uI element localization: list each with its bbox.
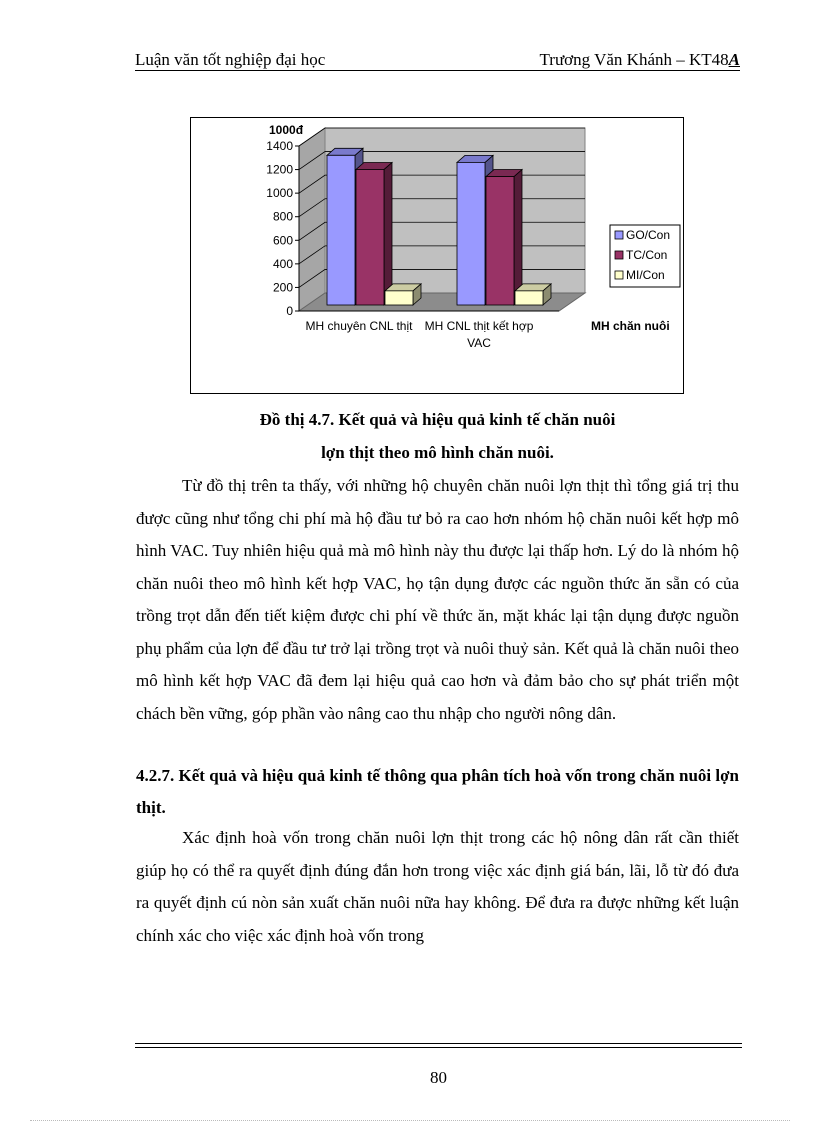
legend-swatch	[615, 251, 623, 259]
footer-rule-bottom	[135, 1047, 742, 1048]
footer-rule-top	[135, 1043, 742, 1044]
y-tick-label: 800	[272, 209, 293, 224]
y-tick-label: 400	[272, 256, 293, 271]
bar-tc-con-2	[486, 177, 514, 305]
page-number: 80	[430, 1068, 447, 1087]
legend-label: TC/Con	[626, 248, 668, 262]
page-edge-divider	[30, 1120, 790, 1121]
bar-side	[514, 170, 522, 305]
figure-caption-line1: Đồ thị 4.7. Kết quả và hiệu quả kinh tế chăn nuôi	[259, 410, 616, 429]
bar-go-con-2	[457, 162, 485, 305]
x-axis-title: MH chăn nuôi	[591, 319, 670, 333]
header-author-name: Trương Văn Khánh – KT48	[539, 50, 729, 69]
bar-mi-con-1	[385, 291, 413, 305]
bar-mi-con-2	[515, 291, 543, 305]
y-axis-unit-label: 1000đ	[269, 123, 304, 137]
bar-tc-con-1	[356, 169, 384, 305]
y-tick-label: 1200	[266, 162, 293, 177]
y-tick-label: 200	[272, 280, 293, 295]
legend-swatch	[615, 231, 623, 239]
x-category-label: MH chuyên CNL thịt	[305, 319, 413, 333]
chart-figure	[190, 117, 684, 394]
bar-side	[384, 162, 392, 305]
header-author	[540, 50, 741, 70]
y-tick-label: 1400	[266, 139, 293, 153]
x-category-label: VAC	[467, 336, 491, 350]
y-tick-label: 600	[272, 233, 293, 248]
x-category-label: MH CNL thịt kết hợp	[424, 319, 534, 333]
body-paragraph-2: Xác định hoà vốn trong chăn nuôi lợn thịt trong các hộ nông dân rất cần thiết giúp họ có thể ra quyết định đúng đắn hơn trong việc xác định giá bán, lãi, lỗ từ đó đưa ra quyết định cú nòn sản xuất chăn nuôi nữa hay không. Để đưa ra được những kết luận chính xác cho việc xác định hoà vốn trong	[136, 828, 739, 945]
bar-chart	[191, 118, 683, 393]
running-header	[135, 50, 740, 70]
y-tick-label: 0	[286, 304, 293, 318]
legend-label: MI/Con	[626, 268, 665, 282]
bar-go-con-1	[327, 155, 355, 305]
header-author-suffix: A	[728, 50, 740, 69]
y-tick-label: 1000	[266, 186, 293, 201]
section-heading-4-2-7: 4.2.7. Kết quả và hiệu quả kinh tế thông qua phân tích hoà vốn trong chăn nuôi lợn thịt.	[136, 766, 739, 817]
legend-swatch	[615, 271, 623, 279]
header-thesis-title: Luận văn tốt nghiệp đại học	[135, 50, 326, 69]
figure-caption-line2: lợn thịt theo mô hình chăn nuôi.	[321, 443, 554, 462]
chart-side-wall	[299, 128, 325, 311]
header-rule	[135, 70, 740, 71]
legend-label: GO/Con	[626, 228, 671, 242]
body-paragraph-1: Từ đồ thị trên ta thấy, với những hộ chuyên chăn nuôi lợn thịt thì tổng giá trị thu được cũng như tổng chi phí mà hộ đầu tư bỏ ra cao hơn nhóm hộ chăn nuôi kết hợp mô hình VAC. Tuy nhiên hiệu quả mà mô hình này thu được lại thấp hơn. Lý do là nhóm hộ chăn nuôi theo mô hình kết hợp VAC, họ tận dụng được các nguồn thức ăn sẵn có của trồng trọt dẫn đến tiết kiệm được chi phí về thức ăn, mặt khác lại tận dụng được nguồn phụ phẩm của lợn để đầu tư trở lại trồng trọt và nuôi thuỷ sản. Kết quả là chăn nuôi theo mô hình kết hợp VAC đã đem lại hiệu quả cao hơn và đảm bảo cho sự phát triển một chách bền vững, góp phần vào nâng cao thu nhập cho người nông dân.	[136, 476, 739, 723]
